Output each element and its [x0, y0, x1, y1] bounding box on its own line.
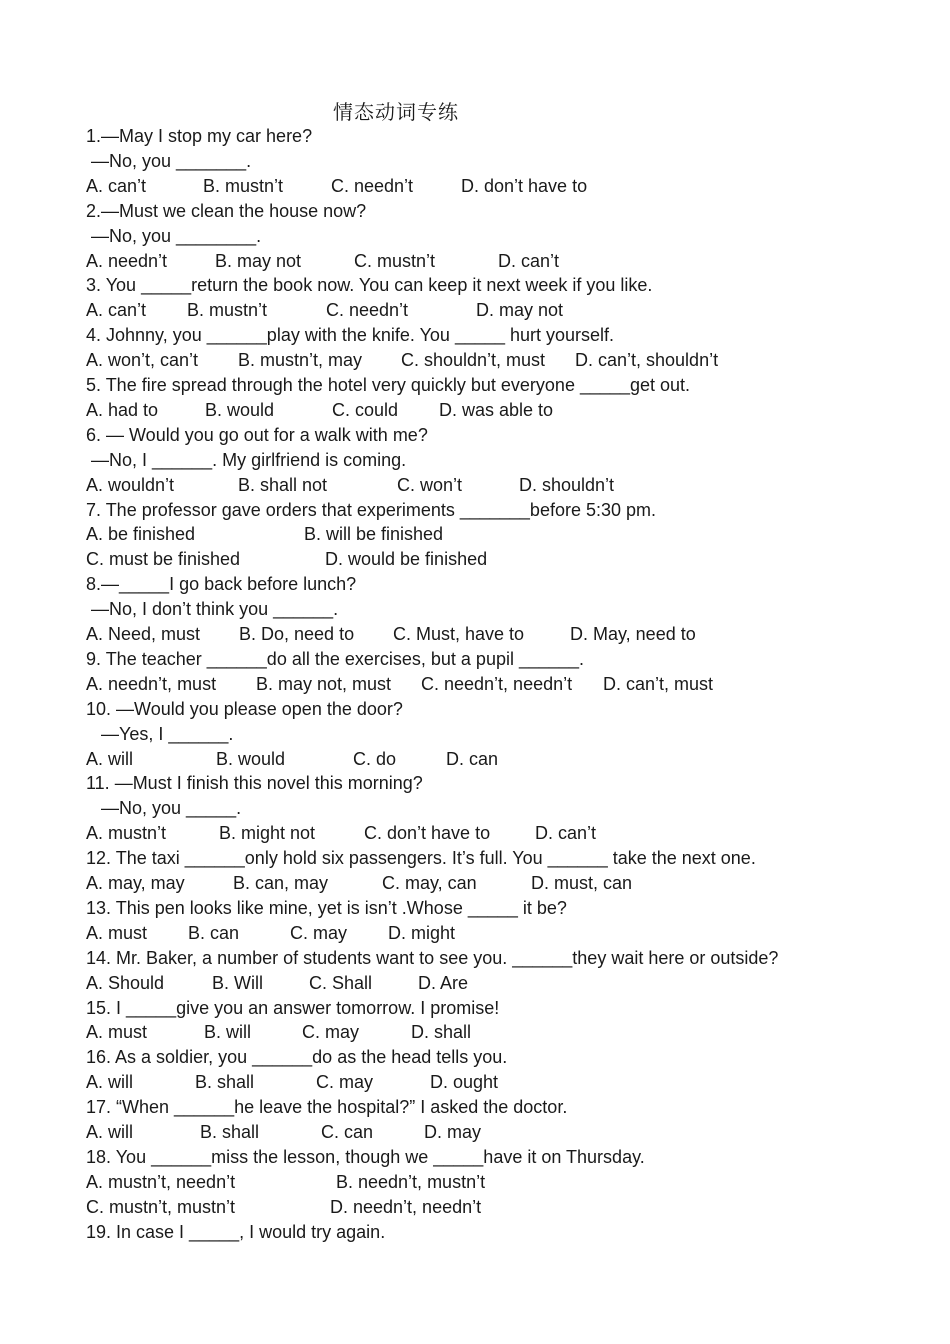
answer-option: A. be finished — [86, 524, 196, 545]
answer-option: D. can’t — [535, 823, 597, 844]
question-text: 14. Mr. Baker, a number of students want to see you. ______they wait here or outside? — [86, 947, 779, 968]
answer-option: C. won’t — [397, 474, 463, 495]
question-text: 10. —Would you please open the door? — [86, 698, 403, 719]
answer-option: B. can — [188, 922, 240, 943]
question-text: 19. In case I _____, I would try again. — [86, 1221, 386, 1242]
answer-option: C. may — [316, 1072, 374, 1093]
answer-option: C. must be finished — [86, 549, 241, 570]
answer-option: B. may not — [215, 250, 302, 271]
answer-option: D. don’t have to — [461, 175, 588, 196]
answer-option: C. needn’t — [326, 300, 409, 321]
answer-option: B. would — [205, 399, 275, 420]
answer-option: D. shall — [411, 1022, 472, 1043]
question-text: 1.—May I stop my car here? — [86, 126, 313, 146]
answer-option: A. must — [86, 922, 148, 943]
answer-option: D. must, can — [531, 873, 633, 893]
question-text: 16. As a soldier, you ______do as the head tells you. — [86, 1047, 508, 1068]
answer-option: D. ought — [430, 1072, 499, 1093]
answer-option: B. may not, must — [256, 673, 392, 694]
response-text: —No, I don’t think you ______. — [86, 599, 339, 620]
question-text: 17. “When ______he leave the hospital?” I asked the doctor. — [86, 1097, 568, 1118]
answer-option: A. Should — [86, 972, 165, 993]
answer-option: A. needn’t — [86, 250, 168, 271]
answer-option: D. might — [388, 922, 456, 943]
answer-option: C. may, can — [382, 873, 477, 893]
answer-option: B. Do, need to — [239, 624, 355, 644]
answer-option: B. needn’t, mustn’t — [336, 1171, 486, 1192]
page-title: 情态动词专练 — [333, 100, 459, 124]
question-text: 18. You ______miss the lesson, though we _____have it on Thursday. — [86, 1146, 645, 1167]
answer-option: D. May, need to — [570, 624, 696, 644]
answer-option: B. would — [216, 748, 286, 769]
answer-option: D. shouldn’t — [519, 474, 615, 495]
question-text: 7. The professor gave orders that experiments _______before 5:30 pm. — [86, 499, 657, 520]
question-text: 6. — Would you go out for a walk with me? — [86, 424, 428, 445]
answer-option: C. can — [321, 1122, 374, 1142]
response-text: —No, you _____. — [86, 798, 242, 819]
answer-option: A. mustn’t, needn’t — [86, 1171, 236, 1192]
answer-option: D. was able to — [439, 399, 554, 420]
question-text: 4. Johnny, you ______play with the knife. You _____ hurt yourself. — [86, 325, 615, 346]
question-text: 8.—_____I go back before lunch? — [86, 574, 357, 595]
answer-option: C. don’t have to — [364, 823, 491, 844]
answer-option: C. Shall — [309, 972, 373, 993]
question-text: 2.—Must we clean the house now? — [86, 200, 367, 221]
answer-option: B. shall not — [238, 474, 328, 495]
answer-option: D. can — [446, 748, 499, 769]
response-text: —No, you _______. — [86, 150, 252, 171]
answer-option: B. shall — [200, 1122, 260, 1142]
answer-option: B. can, may — [233, 873, 329, 893]
answer-option: D. may — [424, 1122, 482, 1142]
answer-option: B. will be finished — [304, 524, 444, 545]
answer-option: C. needn’t, needn’t — [421, 673, 573, 694]
question-text: 15. I _____give you an answer tomorrow. I promise! — [86, 997, 500, 1018]
question-text: 5. The fire spread through the hotel very quickly but everyone _____get out. — [86, 375, 691, 395]
answer-option: B. will — [204, 1022, 252, 1043]
answer-option: C. may — [290, 922, 348, 943]
answer-option: A. had to — [86, 399, 159, 420]
response-text: —Yes, I ______. — [86, 723, 234, 744]
answer-option: C. Must, have to — [393, 624, 525, 644]
answer-option: A. needn’t, must — [86, 673, 217, 694]
answer-option: D. needn’t, needn’t — [330, 1196, 482, 1217]
answer-option: C. may — [302, 1022, 360, 1043]
answer-option: A. wouldn’t — [86, 474, 175, 495]
answer-option: C. could — [332, 399, 399, 420]
answer-option: A. can’t — [86, 300, 147, 321]
response-text: —No, you ________. — [86, 225, 262, 246]
answer-option: B. mustn’t — [187, 300, 268, 321]
answer-option: A. will — [86, 748, 134, 769]
question-text: 12. The taxi ______only hold six passengers. It’s full. You ______ take the next one. — [86, 848, 756, 869]
answer-option: C. do — [353, 748, 397, 769]
answer-option: C. needn’t — [331, 175, 414, 196]
answer-option: D. would be finished — [325, 549, 488, 570]
answer-option: B. mustn’t, may — [238, 350, 363, 371]
answer-option: B. shall — [195, 1072, 255, 1093]
answer-option: C. mustn’t, mustn’t — [86, 1196, 236, 1217]
answer-option: A. may, may — [86, 873, 185, 893]
question-text: 13. This pen looks like mine, yet is isn’t .Whose _____ it be? — [86, 897, 567, 918]
answer-option: A. won’t, can’t — [86, 350, 199, 371]
answer-option: B. might not — [219, 823, 316, 844]
answer-option: D. can’t — [498, 250, 560, 271]
answer-option: B. mustn’t — [203, 175, 284, 196]
question-text: 3. You _____return the book now. You can keep it next week if you like. — [86, 275, 653, 296]
question-text: 11. —Must I finish this novel this morning? — [86, 773, 423, 794]
answer-option: A. mustn’t — [86, 823, 167, 844]
answer-option: A. must — [86, 1022, 148, 1043]
answer-option: A. Need, must — [86, 624, 201, 644]
answer-option: A. will — [86, 1072, 134, 1093]
response-text: —No, I ______. My girlfriend is coming. — [86, 449, 407, 470]
answer-option: D. can’t, must — [603, 673, 714, 694]
question-text: 9. The teacher ______do all the exercises, but a pupil ______. — [86, 648, 585, 669]
answer-option: B. Will — [212, 972, 263, 993]
answer-option: D. can’t, shouldn’t — [575, 350, 719, 371]
answer-option: A. will — [86, 1122, 134, 1142]
answer-option: D. Are — [418, 972, 469, 993]
answer-option: A. can’t — [86, 175, 147, 196]
answer-option: D. may not — [476, 300, 564, 321]
answer-option: C. mustn’t — [354, 250, 436, 271]
answer-option: C. shouldn’t, must — [401, 350, 546, 371]
